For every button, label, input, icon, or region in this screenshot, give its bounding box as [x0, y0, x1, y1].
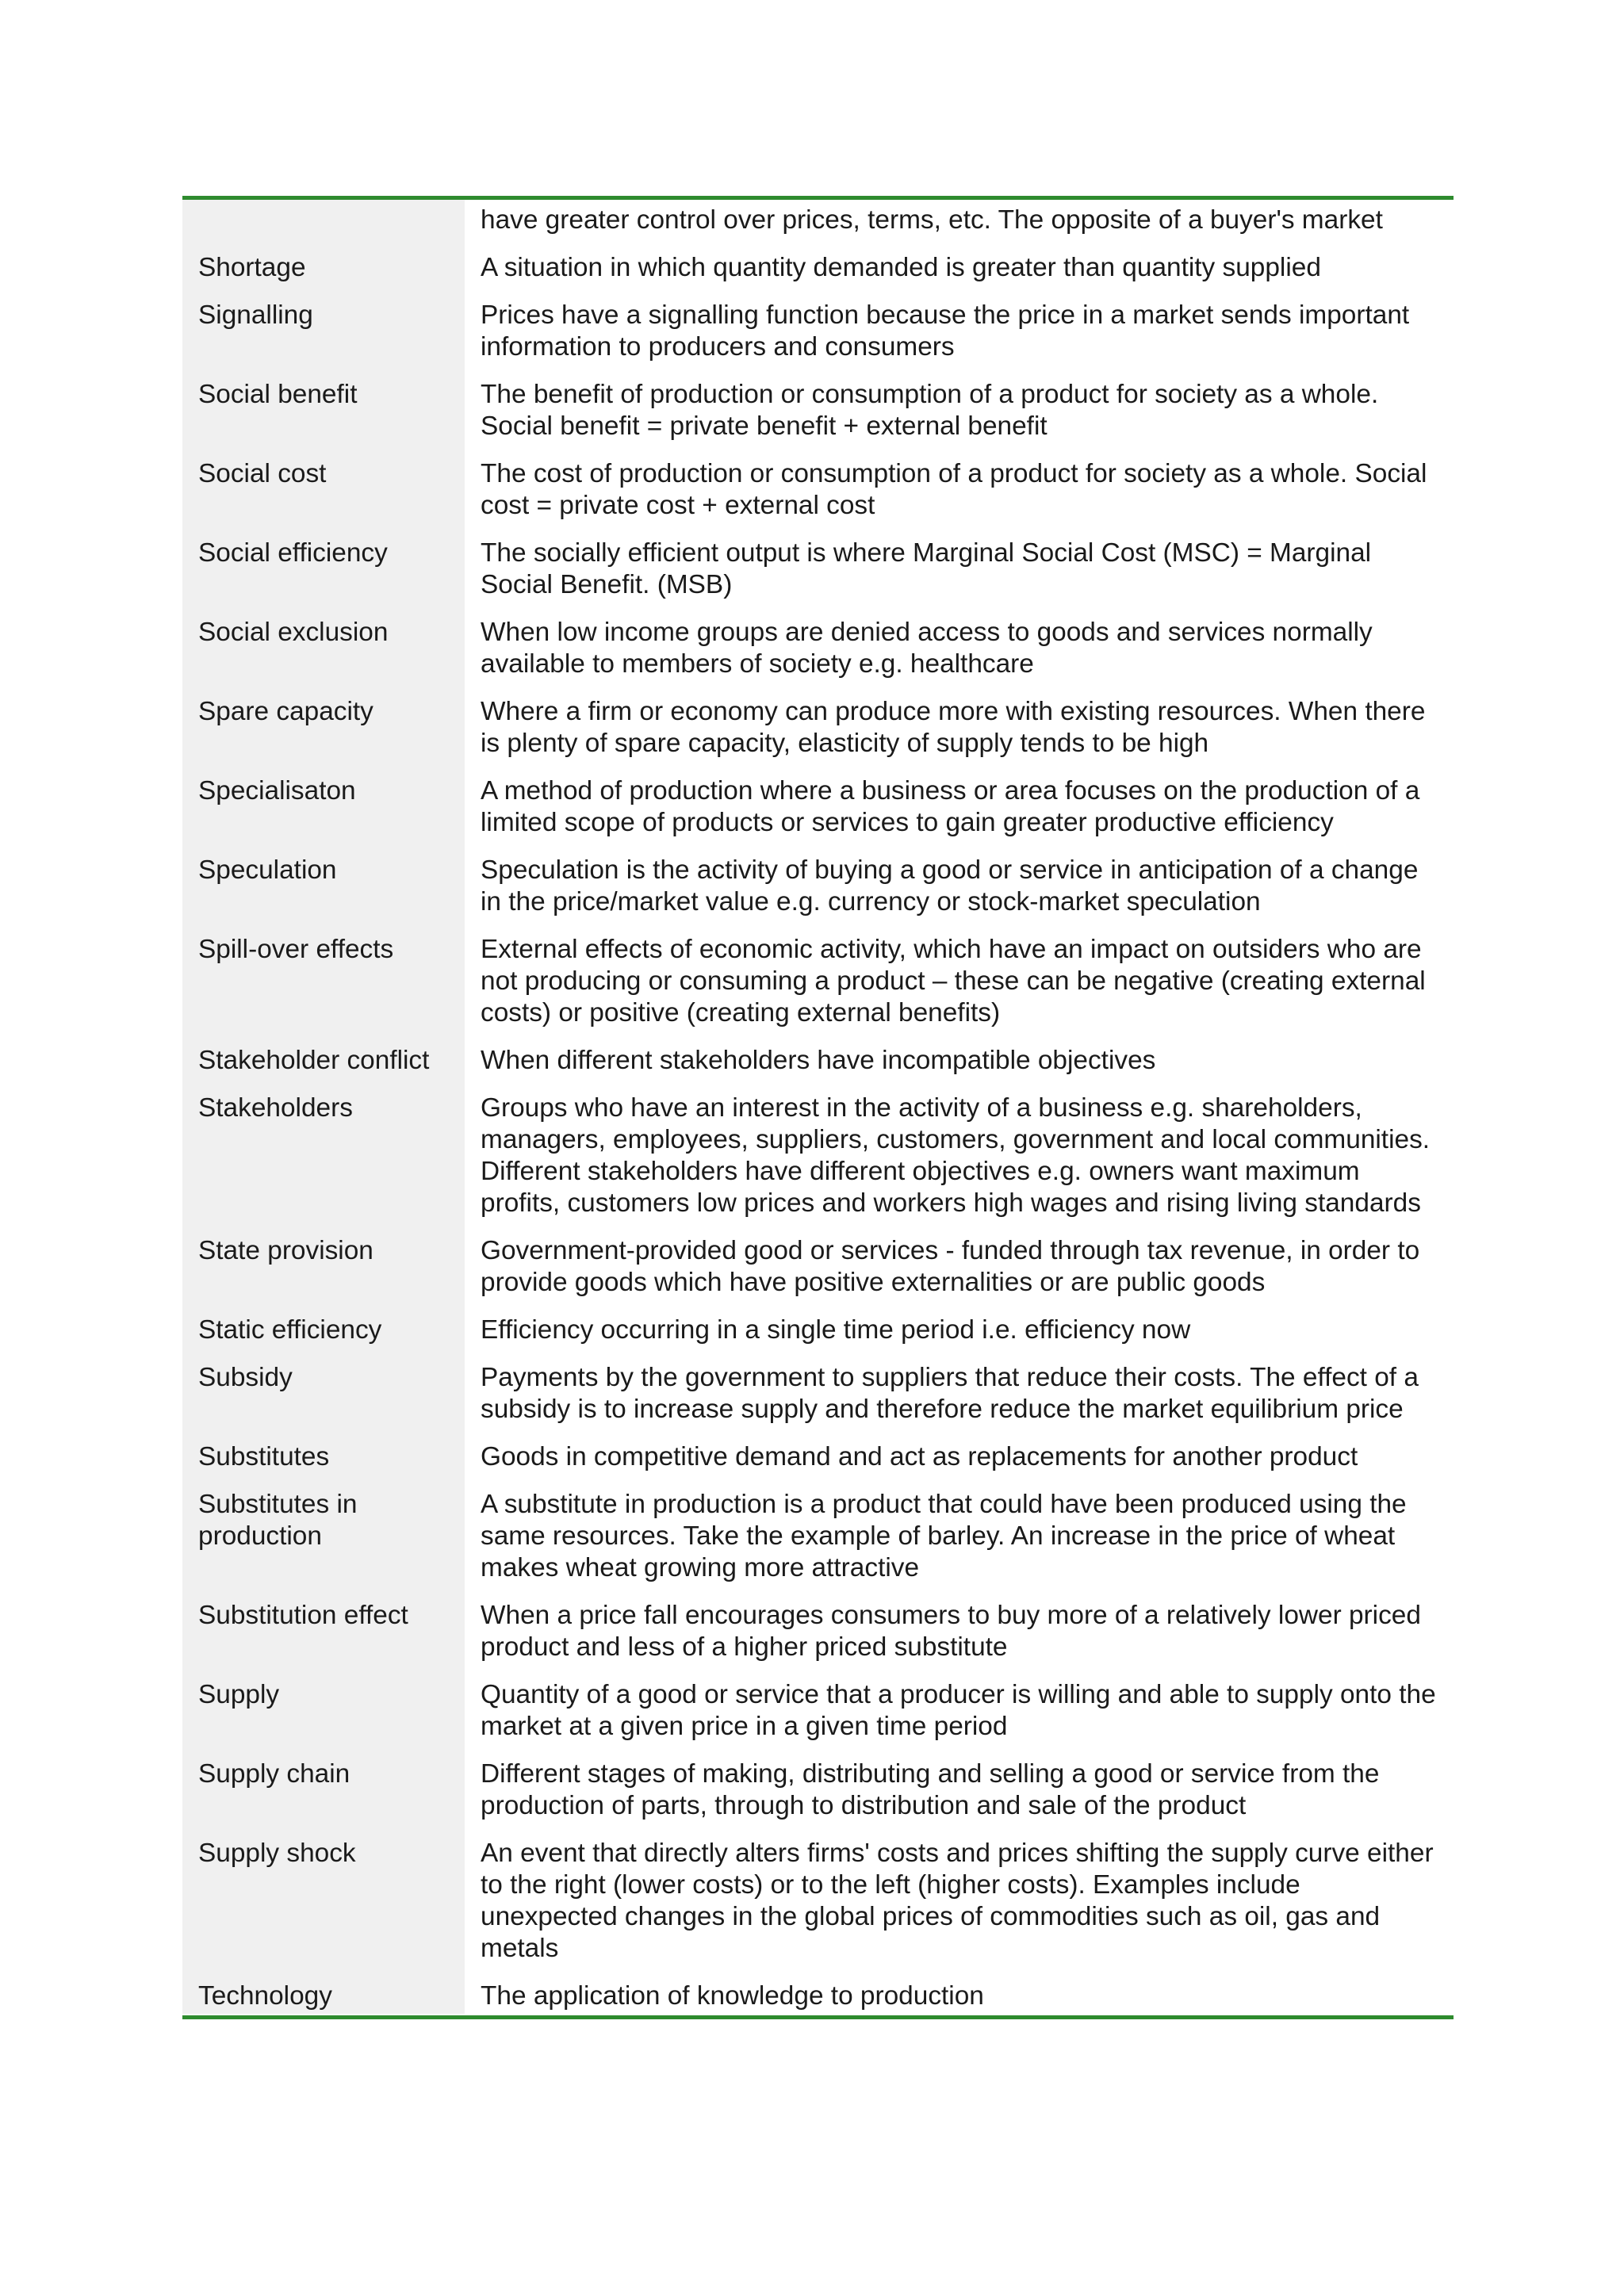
glossary-row	[182, 1093, 1454, 1235]
glossary-body	[182, 200, 1454, 2014]
glossary-term: Substitutes in production	[182, 1489, 465, 1600]
glossary-row	[182, 617, 1454, 696]
glossary-definition: Payments by the government to suppliers that reduce their costs. The effect of a subsidy is to increase supply and therefore reduce the market equilibrium price	[465, 1362, 1454, 1441]
glossary-term: Shortage	[182, 252, 465, 300]
glossary-row	[182, 252, 1454, 300]
glossary-term: Substitutes	[182, 1441, 465, 1489]
glossary-page	[182, 196, 1454, 2019]
glossary-definition: The application of knowledge to production	[465, 1980, 1454, 2014]
glossary-term: Stakeholder conflict	[182, 1045, 465, 1093]
glossary-term: Substitution effect	[182, 1600, 465, 1679]
glossary-row	[182, 855, 1454, 934]
bottom-rule	[182, 2015, 1454, 2019]
glossary-definition: have greater control over prices, terms, etc. The opposite of a buyer's market	[465, 200, 1454, 252]
glossary-definition: The socially efficient output is where Marginal Social Cost (MSC) = Marginal Social Benefit. (MSB)	[465, 538, 1454, 617]
glossary-term: Social benefit	[182, 379, 465, 458]
glossary-row	[182, 200, 1454, 252]
glossary-definition: Speculation is the activity of buying a good or service in anticipation of a change in the price/market value e.g. currency or stock-market speculation	[465, 855, 1454, 934]
glossary-term: Spill-over effects	[182, 934, 465, 1045]
glossary-definition: When different stakeholders have incompatible objectives	[465, 1045, 1454, 1093]
glossary-row	[182, 1045, 1454, 1093]
glossary-definition: The cost of production or consumption of a product for society as a whole. Social cost = private cost + external cost	[465, 458, 1454, 538]
glossary-row	[182, 1235, 1454, 1314]
glossary-row	[182, 1600, 1454, 1679]
glossary-row	[182, 379, 1454, 458]
glossary-term: Subsidy	[182, 1362, 465, 1441]
glossary-term: Social cost	[182, 458, 465, 538]
glossary-row	[182, 538, 1454, 617]
glossary-term: Social efficiency	[182, 538, 465, 617]
glossary-term: Spare capacity	[182, 696, 465, 775]
glossary-definition: External effects of economic activity, which have an impact on outsiders who are not producing or consuming a product – these can be negative (creating external costs) or positive (creating external benefits)	[465, 934, 1454, 1045]
glossary-table	[182, 200, 1454, 2014]
glossary-term: State provision	[182, 1235, 465, 1314]
glossary-term: Speculation	[182, 855, 465, 934]
glossary-row	[182, 1489, 1454, 1600]
glossary-term: Supply chain	[182, 1758, 465, 1838]
glossary-row	[182, 934, 1454, 1045]
glossary-definition: A situation in which quantity demanded is greater than quantity supplied	[465, 252, 1454, 300]
glossary-row	[182, 775, 1454, 855]
glossary-definition: A substitute in production is a product that could have been produced using the same resources. Take the example of barley. An increase in the price of wheat makes wheat growing more attractive	[465, 1489, 1454, 1600]
glossary-definition: Where a firm or economy can produce more with existing resources. When there is plenty of spare capacity, elasticity of supply tends to be high	[465, 696, 1454, 775]
glossary-definition: When low income groups are denied access to goods and services normally available to members of society e.g. healthcare	[465, 617, 1454, 696]
glossary-row	[182, 1838, 1454, 1980]
glossary-row	[182, 300, 1454, 379]
glossary-term: Static efficiency	[182, 1314, 465, 1362]
glossary-term: Stakeholders	[182, 1093, 465, 1235]
glossary-row	[182, 1441, 1454, 1489]
glossary-definition: Goods in competitive demand and act as replacements for another product	[465, 1441, 1454, 1489]
glossary-definition: An event that directly alters firms' costs and prices shifting the supply curve either to the right (lower costs) or to the left (higher costs). Examples include unexpected changes in the global prices of commodities such as oil, gas and metals	[465, 1838, 1454, 1980]
glossary-row	[182, 1758, 1454, 1838]
glossary-term: Social exclusion	[182, 617, 465, 696]
glossary-definition: The benefit of production or consumption of a product for society as a whole. Social benefit = private benefit + external benefit	[465, 379, 1454, 458]
glossary-row	[182, 1679, 1454, 1758]
glossary-term: Technology	[182, 1980, 465, 2014]
glossary-term: Specialisaton	[182, 775, 465, 855]
glossary-term: Supply	[182, 1679, 465, 1758]
glossary-row	[182, 458, 1454, 538]
glossary-term: Supply shock	[182, 1838, 465, 1980]
glossary-definition: Prices have a signalling function because the price in a market sends important information to producers and consumers	[465, 300, 1454, 379]
glossary-definition: When a price fall encourages consumers to buy more of a relatively lower priced product and less of a higher priced substitute	[465, 1600, 1454, 1679]
glossary-row	[182, 1362, 1454, 1441]
glossary-definition: A method of production where a business or area focuses on the production of a limited scope of products or services to gain greater productive efficiency	[465, 775, 1454, 855]
glossary-definition: Quantity of a good or service that a producer is willing and able to supply onto the market at a given price in a given time period	[465, 1679, 1454, 1758]
glossary-row	[182, 696, 1454, 775]
glossary-definition: Government-provided good or services - funded through tax revenue, in order to provide goods which have positive externalities or are public goods	[465, 1235, 1454, 1314]
glossary-definition: Different stages of making, distributing and selling a good or service from the production of parts, through to distribution and sale of the product	[465, 1758, 1454, 1838]
glossary-definition: Groups who have an interest in the activity of a business e.g. shareholders, managers, employees, suppliers, customers, government and local communities. Different stakeholders have different objectives e.g. owners want maximum profits, customers low prices and workers high wages and rising living standards	[465, 1093, 1454, 1235]
glossary-term	[182, 200, 465, 252]
glossary-row	[182, 1980, 1454, 2014]
glossary-row	[182, 1314, 1454, 1362]
glossary-term: Signalling	[182, 300, 465, 379]
glossary-definition: Efficiency occurring in a single time period i.e. efficiency now	[465, 1314, 1454, 1362]
